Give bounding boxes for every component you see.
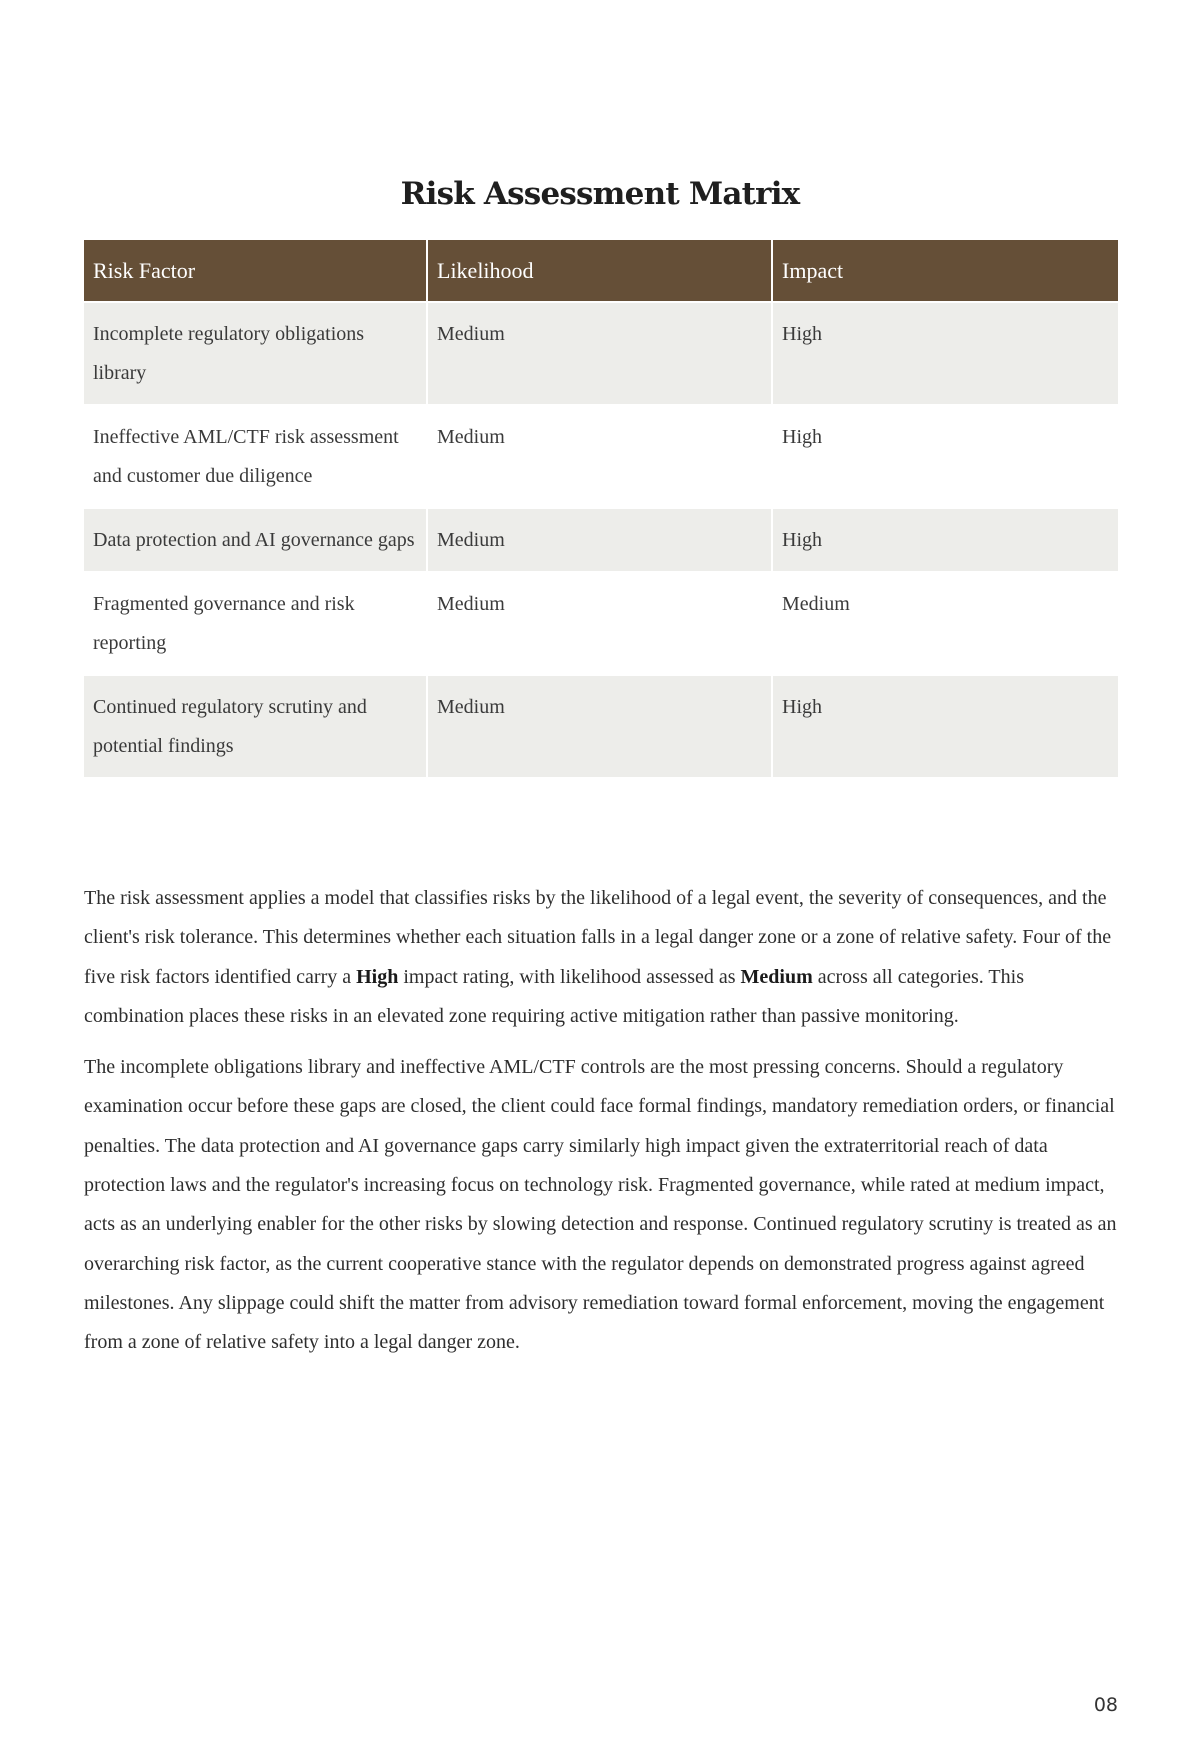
emphasis-high: High [356, 965, 399, 988]
cell-risk-factor: Incomplete regulatory obligations library [84, 302, 427, 405]
cell-impact: High [772, 405, 1118, 508]
paragraph-text: impact rating, with likelihood assessed as [398, 965, 741, 988]
table-row [84, 572, 1118, 675]
cell-risk-factor: Data protection and AI governance gaps [84, 508, 427, 572]
cell-risk-factor: Continued regulatory scrutiny and potential findings [84, 675, 427, 777]
table-header-row [84, 240, 1118, 302]
cell-risk-factor: Ineffective AML/CTF risk assessment and customer due diligence [84, 405, 427, 508]
cell-likelihood: Medium [427, 302, 772, 405]
table-row [84, 508, 1118, 572]
header-risk-factor: Risk Factor [84, 240, 427, 302]
paragraph-text: across all categories. This combination places these risks in an elevated zone requiring active mitigation rather than passive monitoring. [84, 965, 1024, 1027]
analysis-text [84, 879, 1120, 1375]
emphasis-medium: Medium [740, 965, 813, 988]
cell-likelihood: Medium [427, 405, 772, 508]
cell-likelihood: Medium [427, 675, 772, 777]
cell-risk-factor: Fragmented governance and risk reporting [84, 572, 427, 675]
cell-impact: High [772, 302, 1118, 405]
paragraph-pressing-concerns: The incomplete obligations library and ineffective AML/CTF controls are the most pressing concerns. Should a regulatory examination occur before these gaps are closed, the client could face formal findings, mandatory remediation orders, or financial penalties. The data protection and AI governance gaps carry similarly high impact given the extraterritorial reach of data protection laws and the regulator's increasing focus on technology risk. Fragmented governance, while rated at medium impact, acts as an underlying enabler for the other risks by slowing detection and response. Continued regulatory scrutiny is treated as an overarching risk factor, as the current cooperative stance with the regulator depends on demonstrated progress against agreed milestones. Any slippage could shift the matter from advisory remediation toward formal enforcement, moving the engagement from a zone of relative safety into a legal danger zone. [84, 1056, 1117, 1354]
cell-likelihood: Medium [427, 572, 772, 675]
table-row [84, 675, 1118, 777]
table-row [84, 405, 1118, 508]
cell-impact: High [772, 675, 1118, 777]
table-row [84, 302, 1118, 405]
paragraph-risk-model [84, 879, 1120, 1036]
cell-impact: High [772, 508, 1118, 572]
risk-matrix-table [84, 240, 1118, 777]
page-number: 08 [1093, 1694, 1118, 1716]
cell-impact: Medium [772, 572, 1118, 675]
header-impact: Impact [772, 240, 1118, 302]
page-title: Risk Assessment Matrix [400, 176, 800, 212]
paragraph-text: The risk assessment applies a model that classifies risks by the likelihood of a legal event, the severity of consequences, and the client's risk tolerance. This determines whether each situation falls in a legal danger zone or a zone of relative safety. Four of the five risk factors identified carry a [84, 887, 1112, 988]
header-likelihood: Likelihood [427, 240, 772, 302]
cell-likelihood: Medium [427, 508, 772, 572]
